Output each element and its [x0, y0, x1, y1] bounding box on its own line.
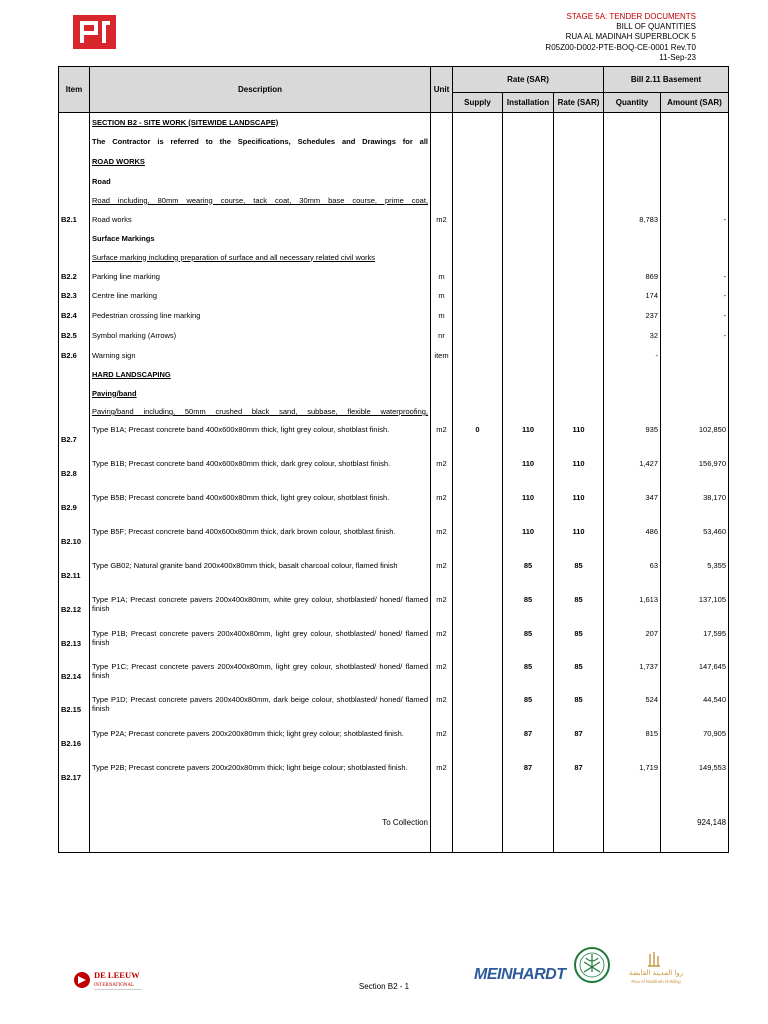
table-row	[59, 591, 729, 625]
rate-cell: 110	[554, 455, 604, 489]
unit-cell	[431, 793, 453, 853]
installation-cell	[503, 151, 554, 172]
item-cell	[59, 229, 90, 248]
installation-cell: 85	[503, 557, 554, 591]
rate-cell	[554, 248, 604, 267]
collection-total: 924,148	[661, 793, 729, 853]
installation-cell	[503, 210, 554, 229]
unit-cell: m2	[431, 489, 453, 523]
table-row	[59, 625, 729, 658]
unit-cell	[431, 113, 453, 132]
item-cell: B2.3	[59, 286, 90, 306]
unit-cell	[431, 191, 453, 210]
header-rate-group: Rate (SAR)	[453, 67, 604, 93]
quantity-cell: 935	[604, 421, 661, 455]
supply-cell	[453, 793, 503, 853]
item-cell: B2.9	[59, 489, 90, 523]
quantity-cell: 524	[604, 691, 661, 725]
installation-cell: 85	[503, 591, 554, 625]
item-cell	[59, 113, 90, 132]
unit-cell: m2	[431, 658, 453, 691]
rate-cell: 87	[554, 759, 604, 793]
item-cell: B2.12	[59, 591, 90, 625]
rate-cell	[554, 229, 604, 248]
installation-cell: 85	[503, 658, 554, 691]
item-cell: B2.11	[59, 557, 90, 591]
table-row	[59, 346, 729, 365]
description-cell: Type B5F; Precast concrete band 400x600x80mm thick, dark brown colour, shotblast finish.	[90, 523, 431, 557]
supply-cell	[453, 625, 503, 658]
quantity-cell: 8,783	[604, 210, 661, 229]
description-cell: Type P2A; Precast concrete pavers 200x200x80mm thick; light grey colour; shotblasted finish.	[90, 725, 431, 759]
rate-cell: 110	[554, 421, 604, 455]
supply-cell	[453, 286, 503, 306]
amount-cell	[661, 365, 729, 384]
quantity-cell: 1,719	[604, 759, 661, 793]
unit-cell: m2	[431, 725, 453, 759]
unit-cell: m2	[431, 210, 453, 229]
supply-cell	[453, 365, 503, 384]
item-cell	[59, 384, 90, 403]
rate-cell	[554, 210, 604, 229]
amount-cell: -	[661, 267, 729, 286]
supply-cell	[453, 151, 503, 172]
rate-cell: 85	[554, 658, 604, 691]
rate-cell	[554, 132, 604, 151]
unit-cell: m2	[431, 591, 453, 625]
collection-label: To Collection	[90, 793, 431, 853]
header-unit: Unit	[431, 67, 453, 113]
amount-cell: 5,355	[661, 557, 729, 591]
installation-cell	[503, 365, 554, 384]
rate-cell	[554, 172, 604, 191]
supply-cell	[453, 306, 503, 326]
description-cell: Pedestrian crossing line marking	[90, 306, 431, 326]
description-cell: ROAD WORKS	[90, 151, 431, 172]
rate-cell	[554, 384, 604, 403]
description-cell: SECTION B2 - SITE WORK (SITEWIDE LANDSCAPE)	[90, 113, 431, 132]
quantity-cell	[604, 793, 661, 853]
installation-cell	[503, 384, 554, 403]
description-cell: HARD LANDSCAPING	[90, 365, 431, 384]
description-cell: Paving/band including, 50mm crushed black sand, subbase, flexible waterproofing,	[90, 403, 431, 421]
quantity-cell	[604, 191, 661, 210]
quantity-cell: 237	[604, 306, 661, 326]
table-row	[59, 759, 729, 793]
item-cell: B2.6	[59, 346, 90, 365]
section-footer: Section B2 - 1	[358, 982, 410, 991]
quantity-cell: 63	[604, 557, 661, 591]
unit-cell: m2	[431, 625, 453, 658]
amount-cell: 44,540	[661, 691, 729, 725]
supply-cell	[453, 403, 503, 421]
supply-cell	[453, 523, 503, 557]
item-cell	[59, 793, 90, 853]
table-row	[59, 489, 729, 523]
installation-cell	[503, 113, 554, 132]
description-cell: Surface marking including preparation of surface and all necessary related civil works	[90, 248, 431, 267]
supply-cell	[453, 489, 503, 523]
table-row	[59, 421, 729, 455]
description-cell: Surface Markings	[90, 229, 431, 248]
item-cell: B2.14	[59, 658, 90, 691]
description-cell: Parking line marking	[90, 267, 431, 286]
description-cell: Centre line marking	[90, 286, 431, 306]
table-row	[59, 691, 729, 725]
installation-cell: 87	[503, 725, 554, 759]
table-row	[59, 267, 729, 286]
rate-cell	[554, 151, 604, 172]
unit-cell: nr	[431, 326, 453, 346]
header-supply: Supply	[453, 93, 503, 113]
installation-cell: 110	[503, 523, 554, 557]
amount-cell: 53,460	[661, 523, 729, 557]
rate-cell: 85	[554, 557, 604, 591]
unit-cell	[431, 365, 453, 384]
header-description: Description	[90, 67, 431, 113]
quantity-cell: 1,737	[604, 658, 661, 691]
rua-english-text: Rua Al Madinah Holding	[631, 979, 681, 984]
description-cell: The Contractor is referred to the Specifications, Schedules and Drawings for all	[90, 132, 431, 151]
unit-cell	[431, 229, 453, 248]
rate-cell	[554, 267, 604, 286]
quantity-cell: 1,613	[604, 591, 661, 625]
description-cell: Type P1C; Precast concrete pavers 200x400x80mm, light grey colour, shotblasted/ honed/ flamed finish	[90, 658, 431, 691]
amount-cell	[661, 172, 729, 191]
item-cell: B2.16	[59, 725, 90, 759]
table-row	[59, 523, 729, 557]
installation-cell	[503, 793, 554, 853]
header-amount: Amount (SAR)	[661, 93, 729, 113]
date-text: 11-Sep-23	[659, 52, 696, 62]
rate-cell: 85	[554, 625, 604, 658]
table-row	[59, 306, 729, 326]
table-row	[59, 248, 729, 267]
table-row	[59, 286, 729, 306]
table-row	[59, 725, 729, 759]
table-row	[59, 455, 729, 489]
unit-cell: m2	[431, 557, 453, 591]
quantity-cell: 486	[604, 523, 661, 557]
rate-cell	[554, 286, 604, 306]
unit-cell	[431, 172, 453, 191]
rate-cell: 110	[554, 489, 604, 523]
amount-cell: 149,553	[661, 759, 729, 793]
unit-cell: m2	[431, 759, 453, 793]
quantity-cell: 869	[604, 267, 661, 286]
quantity-cell	[604, 113, 661, 132]
rate-cell	[554, 403, 604, 421]
description-cell: Paving/band	[90, 384, 431, 403]
amount-cell: 137,105	[661, 591, 729, 625]
amount-cell	[661, 384, 729, 403]
installation-cell	[503, 403, 554, 421]
item-cell	[59, 132, 90, 151]
table-row	[59, 403, 729, 421]
item-cell	[59, 248, 90, 267]
table-row	[59, 151, 729, 172]
description-cell: Type B1A; Precast concrete band 400x600x80mm thick, light grey colour, shotblast finish.	[90, 421, 431, 455]
rua-al-madinah-logo	[620, 950, 692, 986]
supply-cell	[453, 113, 503, 132]
rate-cell	[554, 365, 604, 384]
description-cell: Road works	[90, 210, 431, 229]
rate-cell	[554, 306, 604, 326]
amount-cell: 156,970	[661, 455, 729, 489]
item-cell: B2.7	[59, 421, 90, 455]
amount-cell	[661, 248, 729, 267]
supply-cell	[453, 346, 503, 365]
table-row	[59, 384, 729, 403]
installation-cell: 110	[503, 455, 554, 489]
item-cell: B2.8	[59, 455, 90, 489]
amount-cell: 70,905	[661, 725, 729, 759]
installation-cell	[503, 172, 554, 191]
table-row	[59, 113, 729, 132]
item-cell	[59, 403, 90, 421]
amount-cell	[661, 113, 729, 132]
supply-cell: 0	[453, 421, 503, 455]
supply-cell	[453, 267, 503, 286]
unit-cell: m	[431, 267, 453, 286]
rate-cell: 85	[554, 591, 604, 625]
rate-cell	[554, 113, 604, 132]
quantity-cell	[604, 151, 661, 172]
unit-cell	[431, 132, 453, 151]
installation-cell	[503, 306, 554, 326]
doc-type-text: BILL OF QUANTITIES	[616, 22, 696, 32]
supply-cell	[453, 132, 503, 151]
unit-cell: m2	[431, 421, 453, 455]
amount-cell	[661, 151, 729, 172]
supply-cell	[453, 172, 503, 191]
table-row	[59, 326, 729, 346]
installation-cell	[503, 229, 554, 248]
header-rate: Rate (SAR)	[554, 93, 604, 113]
installation-cell: 87	[503, 759, 554, 793]
supply-cell	[453, 557, 503, 591]
amount-cell	[661, 403, 729, 421]
description-cell: Type GB02; Natural granite band 200x400x80mm thick, basalt charcoal colour, flamed finish	[90, 557, 431, 591]
description-cell: Type P1A; Precast concrete pavers 200x400x80mm, white grey colour, shotblasted/ honed/ flamed finish	[90, 591, 431, 625]
boq-body	[59, 113, 729, 853]
rate-cell	[554, 326, 604, 346]
description-cell: Symbol marking (Arrows)	[90, 326, 431, 346]
supply-cell	[453, 455, 503, 489]
rua-arabic-text: روا المدينة القابضة	[628, 969, 684, 977]
table-row	[59, 132, 729, 151]
quantity-cell	[604, 384, 661, 403]
header-installation: Installation	[503, 93, 554, 113]
installation-cell	[503, 346, 554, 365]
installation-cell	[503, 191, 554, 210]
header-bill-group: Bill 2.11 Basement	[604, 67, 729, 93]
supply-cell	[453, 691, 503, 725]
amount-cell	[661, 229, 729, 248]
item-cell: B2.13	[59, 625, 90, 658]
description-cell: Warning sign	[90, 346, 431, 365]
quantity-cell: -	[604, 346, 661, 365]
supply-cell	[453, 658, 503, 691]
installation-cell: 110	[503, 489, 554, 523]
quantity-cell: 174	[604, 286, 661, 306]
installation-cell	[503, 286, 554, 306]
amount-cell	[661, 132, 729, 151]
supply-cell	[453, 725, 503, 759]
collection-row	[59, 793, 729, 853]
reference-text: R05Z00-D002-PTE-BOQ-CE-0001 Rev.T0	[545, 42, 696, 52]
item-cell	[59, 191, 90, 210]
installation-cell	[503, 326, 554, 346]
quantity-cell: 815	[604, 725, 661, 759]
unit-cell: m2	[431, 523, 453, 557]
rate-cell: 85	[554, 691, 604, 725]
unit-cell	[431, 151, 453, 172]
description-cell: Type B1B; Precast concrete band 400x600x80mm thick, dark grey colour, shotblast finish.	[90, 455, 431, 489]
amount-cell: 102,850	[661, 421, 729, 455]
amount-cell	[661, 346, 729, 365]
amount-cell: -	[661, 210, 729, 229]
supply-cell	[453, 248, 503, 267]
amount-cell: 38,170	[661, 489, 729, 523]
supply-cell	[453, 591, 503, 625]
table-row	[59, 172, 729, 191]
amount-cell: -	[661, 326, 729, 346]
supply-cell	[453, 210, 503, 229]
rate-cell: 87	[554, 725, 604, 759]
amount-cell	[661, 191, 729, 210]
boq-table	[58, 66, 729, 853]
amount-cell: -	[661, 286, 729, 306]
quantity-cell: 347	[604, 489, 661, 523]
table-row	[59, 210, 729, 229]
item-cell	[59, 151, 90, 172]
unit-cell: m2	[431, 455, 453, 489]
supply-cell	[453, 326, 503, 346]
table-row	[59, 229, 729, 248]
description-cell: Road including, 80mm wearing course, tack coat, 30mm base course, prime coat,	[90, 191, 431, 210]
description-cell: Type P2B; Precast concrete pavers 200x200x80mm thick; light beige colour; shotblasted finish.	[90, 759, 431, 793]
quantity-cell: 32	[604, 326, 661, 346]
unit-cell: m2	[431, 691, 453, 725]
quantity-cell: 1,427	[604, 455, 661, 489]
project-text: RUA AL MADINAH SUPERBLOCK 5	[565, 32, 696, 42]
installation-cell: 85	[503, 625, 554, 658]
quantity-cell	[604, 229, 661, 248]
de-leeuw-line2: INTERNATIONAL	[94, 983, 134, 988]
installation-cell: 110	[503, 421, 554, 455]
item-cell: B2.2	[59, 267, 90, 286]
header-item: Item	[59, 67, 90, 113]
item-cell: B2.5	[59, 326, 90, 346]
de-leeuw-line1: DE LEEUW	[94, 970, 140, 980]
table-row	[59, 365, 729, 384]
document-header	[545, 12, 696, 63]
item-cell: B2.17	[59, 759, 90, 793]
rate-cell	[554, 346, 604, 365]
quantity-cell	[604, 132, 661, 151]
header-quantity: Quantity	[604, 93, 661, 113]
amount-cell: 17,595	[661, 625, 729, 658]
quantity-cell	[604, 248, 661, 267]
company-logo	[73, 15, 116, 49]
rate-cell	[554, 191, 604, 210]
quantity-cell: 207	[604, 625, 661, 658]
amount-cell: 147,645	[661, 658, 729, 691]
installation-cell	[503, 132, 554, 151]
unit-cell	[431, 403, 453, 421]
table-row	[59, 191, 729, 210]
saudi-emblem-icon	[568, 946, 616, 984]
supply-cell	[453, 191, 503, 210]
description-cell: Type P1B; Precast concrete pavers 200x400x80mm, light grey colour, shotblasted/ honed/ flamed finish	[90, 625, 431, 658]
description-cell: Road	[90, 172, 431, 191]
rate-cell: 110	[554, 523, 604, 557]
quantity-cell	[604, 403, 661, 421]
item-cell	[59, 172, 90, 191]
supply-cell	[453, 759, 503, 793]
table-row	[59, 658, 729, 691]
item-cell	[59, 365, 90, 384]
table-row	[59, 557, 729, 591]
supply-cell	[453, 229, 503, 248]
quantity-cell	[604, 172, 661, 191]
unit-cell: m	[431, 286, 453, 306]
unit-cell	[431, 384, 453, 403]
amount-cell: -	[661, 306, 729, 326]
quantity-cell	[604, 365, 661, 384]
stage-text: STAGE 5A: TENDER DOCUMENTS	[566, 12, 696, 21]
supply-cell	[453, 384, 503, 403]
item-cell: B2.10	[59, 523, 90, 557]
rate-cell	[554, 793, 604, 853]
unit-cell	[431, 248, 453, 267]
item-cell: B2.4	[59, 306, 90, 326]
installation-cell	[503, 248, 554, 267]
installation-cell: 85	[503, 691, 554, 725]
meinhardt-logo: MEINHARDT	[474, 966, 566, 983]
unit-cell: m	[431, 306, 453, 326]
description-cell: Type B5B; Precast concrete band 400x600x80mm thick, light grey colour, shotblast finish.	[90, 489, 431, 523]
unit-cell: item	[431, 346, 453, 365]
item-cell: B2.15	[59, 691, 90, 725]
item-cell: B2.1	[59, 210, 90, 229]
description-cell: Type P1D; Precast concrete pavers 200x400x80mm, dark beige colour, shotblasted/ honed/ flamed finish	[90, 691, 431, 725]
installation-cell	[503, 267, 554, 286]
